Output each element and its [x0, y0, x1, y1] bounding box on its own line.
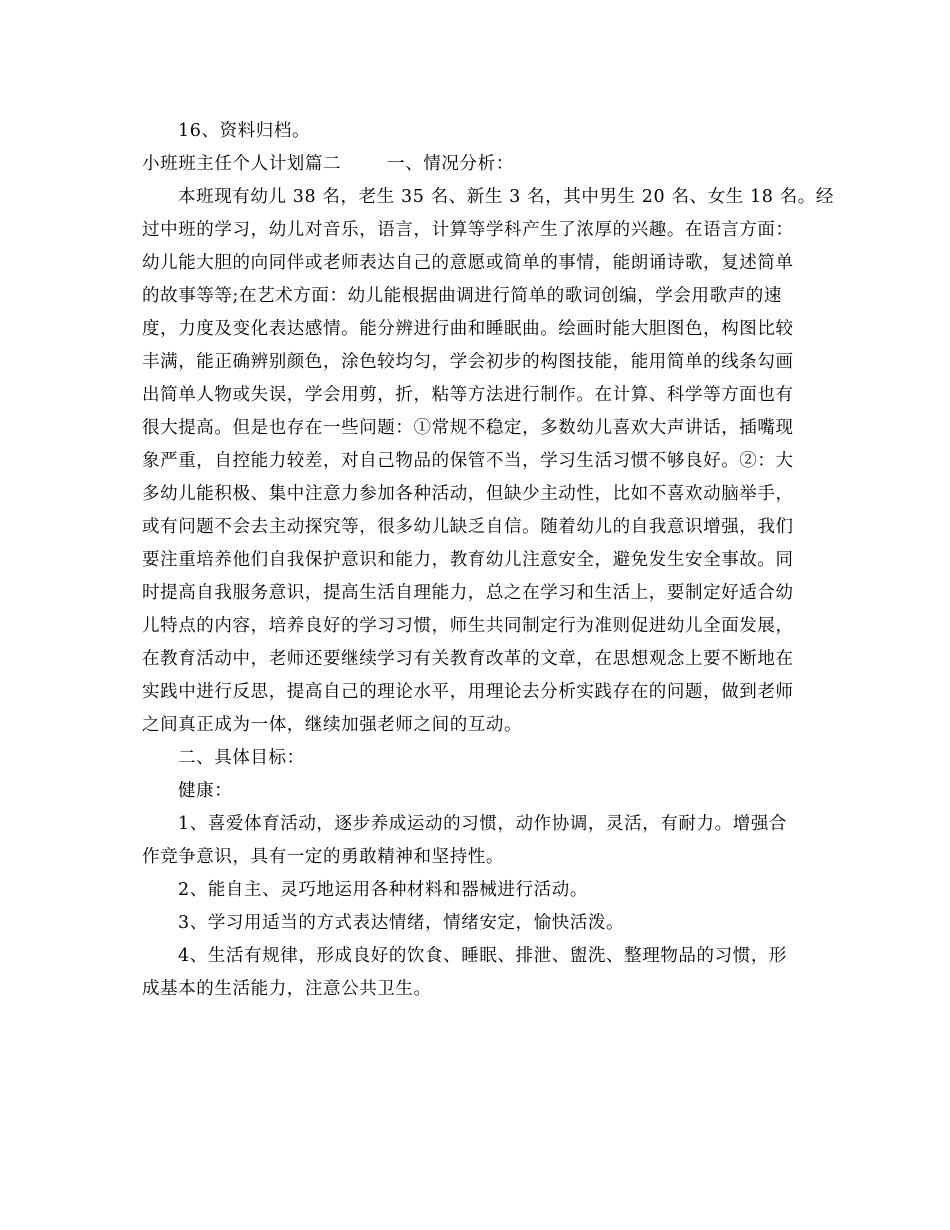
- paragraph-line: 时提高自我服务意识，提高生活自理能力，总之在学习和生活上，要制定好适合幼: [142, 583, 794, 603]
- paragraph-line: 出简单人物或失误，学会用剪，折，粘等方法进行制作。在计算、科学等方面也有: [142, 385, 794, 405]
- situation-paragraph: [142, 181, 834, 742]
- paragraph-line: 儿特点的内容，培养良好的学习习惯，师生共同制定行为准则促进幼儿全面发展，: [142, 616, 794, 636]
- paragraph-line: 之间真正成为一体，继续加强老师之间的互动。: [142, 715, 523, 735]
- document-page: [142, 115, 834, 1006]
- paragraph-line: 的故事等等;在艺术方面：幼儿能根据曲调进行简单的歌词创编，学会用歌声的速: [142, 286, 782, 306]
- paragraph-line: 象严重，自控能力较差，对自己物品的保管不当，学习生活习惯不够良好。②：大: [142, 451, 794, 471]
- paragraph-line: 本班现有幼儿 38 名，老生 35 名、新生 3 名，其中男生 20 名、女生 18 名。经: [178, 187, 834, 207]
- paragraph-line: 1、喜爱体育活动，逐步养成运动的习惯，动作协调，灵活，有耐力。增强合: [178, 814, 788, 834]
- list-item-16: 16、资料归档。: [178, 121, 311, 141]
- paragraph-line: 度，力度及变化表达感情。能分辨进行曲和睡眠曲。绘画时能大胆图色，构图比较: [142, 319, 794, 339]
- paragraph-line: 在教育活动中，老师还要继续学习有关教育改革的文章，在思想观念上要不断地在: [142, 649, 794, 669]
- paragraph-line: 过中班的学习，幼儿对音乐，语言，计算等学科产生了浓厚的兴趣。在语言方面：: [142, 220, 794, 240]
- paragraph-line: 实践中进行反思，提高自己的理论水平，用理论去分析实践存在的问题，做到老师: [142, 682, 794, 702]
- goal-item-2: 2、能自主、灵巧地运用各种材料和器械进行活动。: [178, 880, 588, 900]
- paragraph-line: 作竞争意识，具有一定的勇敢精神和坚持性。: [142, 847, 504, 867]
- paragraph-line: 多幼儿能积极、集中注意力参加各种活动，但缺少主动性，比如不喜欢动脑举手，: [142, 484, 794, 504]
- section-title: [142, 148, 808, 181]
- section-title-name: 小班班主任个人计划篇二: [142, 154, 342, 174]
- goal-item-3: 3、学习用适当的方式表达情绪，情绪安定，愉快活泼。: [178, 913, 625, 933]
- paragraph-line: 很大提高。但是也存在一些问题：①常规不稳定，多数幼儿喜欢大声讲话，插嘴现: [142, 418, 794, 438]
- section-subtitle: 一、情况分析：: [387, 154, 514, 174]
- health-heading: 健康：: [178, 781, 233, 801]
- paragraph-line: 或有问题不会去主动探究等，很多幼儿缺乏自信。随着幼儿的自我意识增强，我们: [142, 517, 794, 537]
- paragraph-line: 成基本的生活能力，注意公共卫生。: [142, 979, 432, 999]
- paragraph-line: 丰满，能正确辨别颜色，涂色较均匀，学会初步的构图技能，能用简单的线条勾画: [142, 352, 794, 372]
- paragraph-line: 幼儿能大胆的向同伴或老师表达自己的意愿或简单的事情，能朗诵诗歌，复述简单: [142, 253, 794, 273]
- paragraph-line: 要注重培养他们自我保护意识和能力，教育幼儿注意安全，避免发生安全事故。同: [142, 550, 794, 570]
- goal-item-4: [142, 940, 808, 1006]
- paragraph-line: 4、生活有规律，形成良好的饮食、睡眠、排泄、盥洗、整理物品的习惯，形: [178, 946, 788, 966]
- goal-item-1: [142, 808, 808, 874]
- goals-heading: 二、具体目标：: [178, 748, 305, 768]
